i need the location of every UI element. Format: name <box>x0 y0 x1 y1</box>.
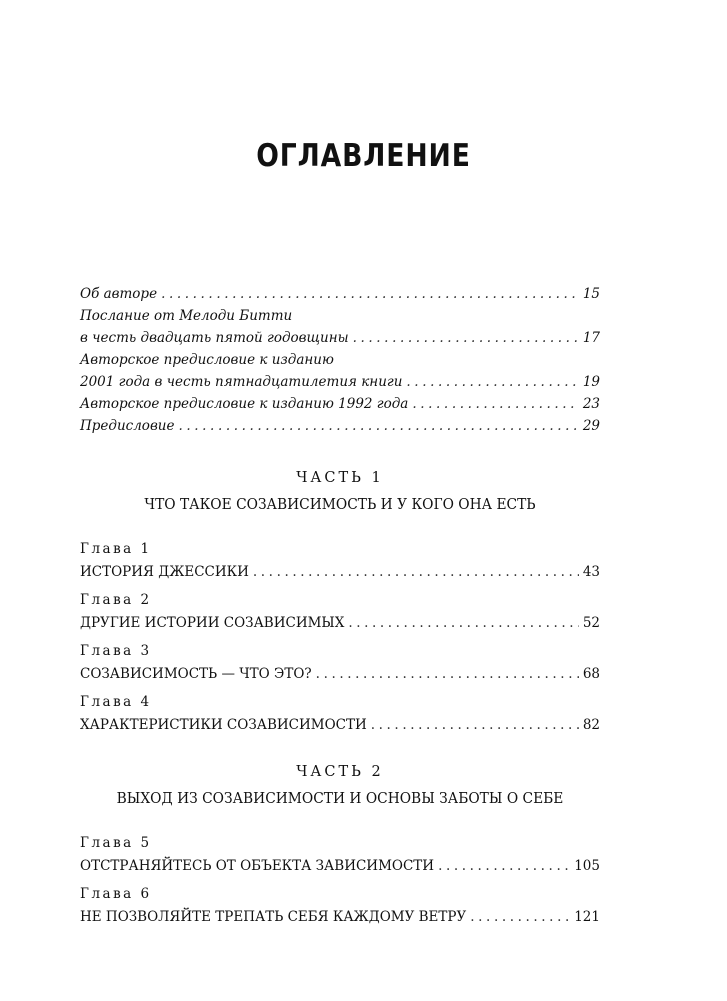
toc-entry-chapter-5[interactable] <box>80 854 600 878</box>
dot-leader <box>178 415 578 437</box>
toc-entry-about-author[interactable] <box>80 283 600 305</box>
part-label: ЧАСТЬ 1 <box>296 470 384 486</box>
toc-entry-preface-1992[interactable] <box>80 393 600 415</box>
dot-leader <box>353 327 579 349</box>
entry-title: ОТСТРАНЯЙТЕСЬ ОТ ОБЪЕКТА ЗАВИСИМОСТИ <box>80 858 435 874</box>
entry-page: 43 <box>582 564 600 580</box>
entry-page: 29 <box>582 418 600 434</box>
entry-page: 121 <box>574 909 600 925</box>
chapter-label: Глава 2 <box>80 592 152 608</box>
toc-entry-melody-message[interactable] <box>80 327 600 349</box>
toc-entry-foreword[interactable] <box>80 415 600 437</box>
entry-title: ХАРАКТЕРИСТИКИ СОЗАВИСИМОСТИ <box>80 717 367 733</box>
dot-leader <box>348 611 579 635</box>
chapter-label: Глава 6 <box>80 886 152 902</box>
entry-title: ДРУГИЕ ИСТОРИИ СОЗАВИСИМЫХ <box>80 615 345 631</box>
toc-entry-chapter-1[interactable] <box>80 560 600 584</box>
dot-leader <box>161 283 579 305</box>
entry-title: НЕ ПОЗВОЛЯЙТЕ ТРЕПАТЬ СЕБЯ КАЖДОМУ ВЕТРУ <box>80 909 467 925</box>
entry-title: Об авторе <box>80 286 158 302</box>
chapter-label: Глава 5 <box>80 835 152 851</box>
entry-title: в честь двадцать пятой годовщины <box>80 330 349 346</box>
toc-entry-preface-2001[interactable] <box>80 371 600 393</box>
entry-page: 68 <box>582 666 600 682</box>
dot-leader <box>438 854 570 878</box>
entry-page: 52 <box>582 615 600 631</box>
toc-entry-chapter-3[interactable] <box>80 662 600 686</box>
dot-leader <box>412 393 578 415</box>
entry-page: 82 <box>582 717 600 733</box>
entry-page: 23 <box>582 396 600 412</box>
toc-entry-chapter-6[interactable] <box>80 905 600 929</box>
chapter-5 <box>80 832 600 878</box>
part-title: ЧТО ТАКОЕ СОЗАВИСИМОСТЬ И У КОГО ОНА ЕСТЬ <box>144 495 536 513</box>
entry-title: Предисловие <box>80 418 175 434</box>
entry-page: 15 <box>582 286 600 302</box>
dot-leader <box>371 713 579 737</box>
dot-leader <box>470 905 570 929</box>
dot-leader <box>406 371 578 393</box>
chapter-1 <box>80 538 600 584</box>
entry-page: 17 <box>582 330 600 346</box>
entry-title: 2001 года в честь пятнадцатилетия книги <box>80 374 403 390</box>
entry-title-line: Авторское предисловие к изданию <box>80 352 334 368</box>
entry-page: 105 <box>574 858 600 874</box>
toc-entry-chapter-2[interactable] <box>80 611 600 635</box>
part-label: ЧАСТЬ 2 <box>296 764 384 780</box>
chapter-label: Глава 4 <box>80 694 152 710</box>
front-matter <box>80 283 600 437</box>
chapter-6 <box>80 883 600 929</box>
table-of-contents <box>80 283 600 934</box>
entry-title: Авторское предисловие к изданию 1992 года <box>80 396 409 412</box>
part-2 <box>80 761 600 929</box>
page-title: ОГЛАВЛЕНИЕ <box>256 138 471 174</box>
chapter-4 <box>80 691 600 737</box>
entry-title: СОЗАВИСИМОСТЬ — ЧТО ЭТО? <box>80 666 312 682</box>
dot-leader <box>253 560 579 584</box>
dot-leader <box>316 662 579 686</box>
chapter-3 <box>80 640 600 686</box>
chapter-label: Глава 3 <box>80 643 152 659</box>
toc-entry-chapter-4[interactable] <box>80 713 600 737</box>
entry-title-line: Послание от Мелоди Битти <box>80 308 293 324</box>
entry-title: ИСТОРИЯ ДЖЕССИКИ <box>80 564 249 580</box>
part-title: ВЫХОД ИЗ СОЗАВИСИМОСТИ И ОСНОВЫ ЗАБОТЫ О СЕБЕ <box>116 789 564 807</box>
chapter-label: Глава 1 <box>80 541 152 557</box>
part-1 <box>80 467 600 737</box>
chapter-2 <box>80 589 600 635</box>
entry-page: 19 <box>582 374 600 390</box>
